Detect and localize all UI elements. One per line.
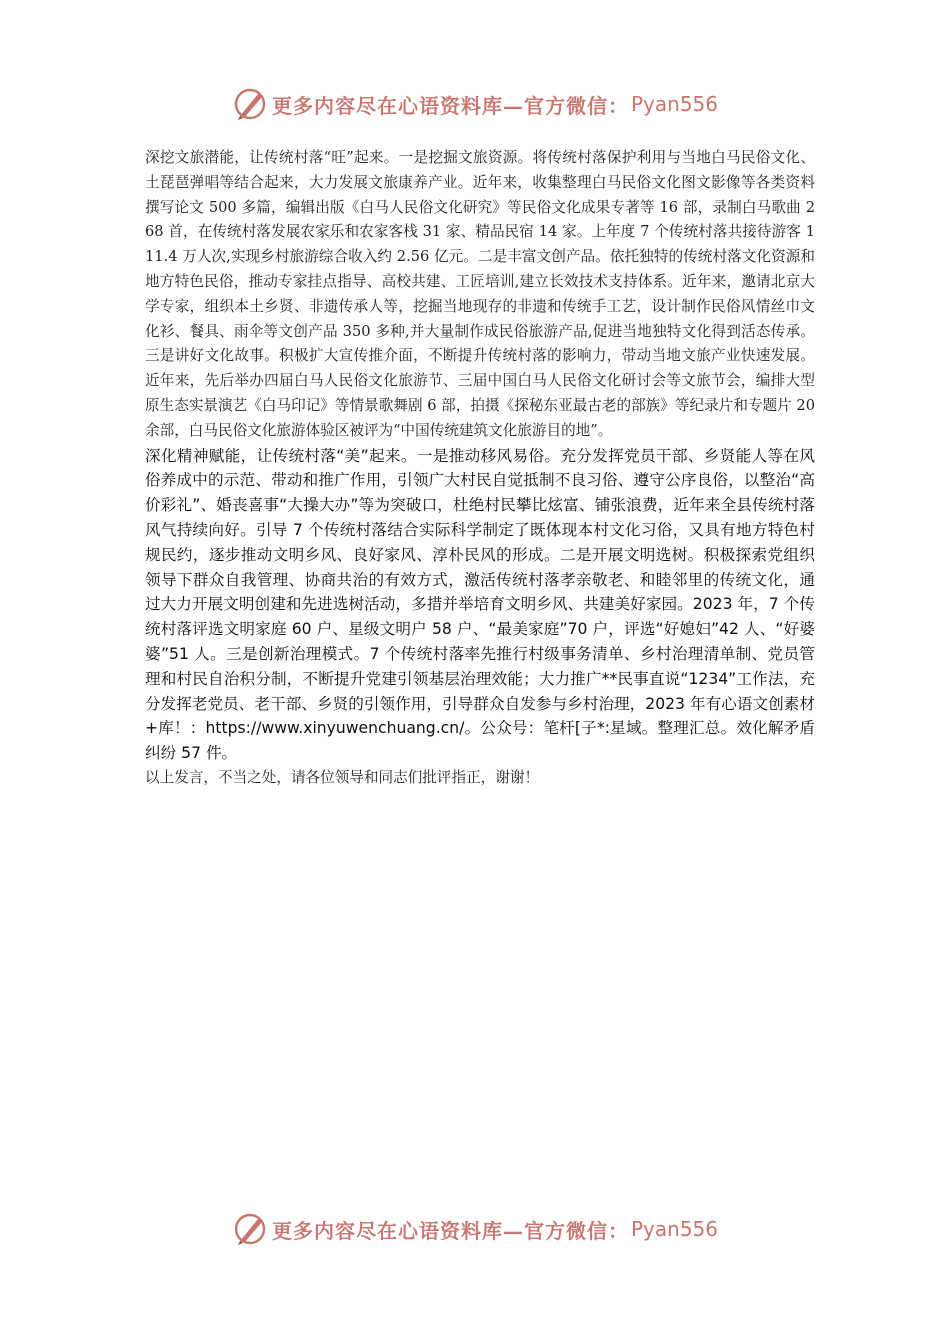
pen-circle-logo-icon (232, 86, 268, 122)
header-watermark-contact: Pyan556 (630, 92, 718, 116)
footer-watermark-text: 更多内容尽在心语资料库—官方微信： (271, 1218, 629, 1243)
paragraph-closing-remarks: 以上发言，不当之处，请各位领导和同志们批评指正，谢谢！ (145, 768, 540, 786)
paragraph-culture-tourism: 深挖文旅潜能，让传统村落“旺”起来。一是挖掘文旅资源。将传统村落保护利用与当地白马民俗文化、土琵琶弹唱等结合起来，大力发展文旅康养产业。近年来，收集整理白马民俗文化图文影像等各类资料撰写论文 500 多篇，编辑出版《白马人民俗文化研究》等民俗文化成果专著等 16 部，录制白马歌曲 268 首，在传统村落发展农家乐和农家客栈 31 家、精品民宿 14 家。上年度 7 个传统村落共接待游客 111.4 万人次,实现乡村旅游综合收入约 2.56 亿元。二是丰富文创产品。依托独特的传统村落文化资源和地方特色民俗，推动专家挂点指导、高校共建、工匠培训,建立长效技术支持体系。近年来，邀请北京大学专家，组织本土乡贤、非遗传承人等，挖掘当地现存的非遗和传统手工艺，设计制作民俗风情丝巾文化衫、餐具、雨伞等文创产品 350 多种,并大量制作成民俗旅游产品,促进当地独特文化得到活态传承。三是讲好文化故事。积极扩大宣传推介面，不断提升传统村落的影响力，带动当地文旅产业快速发展。近年来，先后举办四届白马人民俗文化旅游节、三届中国白马人民俗文化研讨会等文旅节会，编排大型原生态实景演艺《白马印记》等情景歌舞剧 6 部，拍摄《探秘东亚最古老的部族》等纪录片和专题片 20 余部，白马民俗文化旅游体验区被评为“中国传统建筑文化旅游目的地”。 (145, 149, 815, 439)
paragraph-spiritual-empowerment: 深化精神赋能，让传统村落“美”起来。一是推动移风易俗。充分发挥党员干部、乡贤能人等在风俗养成中的示范、带动和推广作用，引领广大村民自觉抵制不良习俗、遵守公序良俗，以整治“高价彩礼”、婚丧喜事“大操大办”等为突破口，杜绝村民攀比炫富、铺张浪费，近年来全县传统村落风气持续向好。引导 7 个传统村落结合实际科学制定了既体现本村文化习俗，又具有地方特色村规民约，逐步推动文明乡风、良好家风、淳朴民风的形成。二是开展文明选树。积极探索党组织领导下群众自我管理、协商共治的有效方式，激活传统村落孝亲敬老、和睦邻里的传统文化，通过大力开展文明创建和先进选树活动，多措并举培育文明乡风、共建美好家园。2023 年，7 个传统村落评选文明家庭 60 户、星级文明户 58 户、“最美家庭”70 户，评选“好媳妇”42 人、“好婆婆”51 人。三是创新治理模式。7 个传统村落率先推行村级事务清单、乡村治理清单制、党员管理和村民自治积分制，不断提升党建引领基层治理效能；大力推广**民事直说“1234”工作法，充分发挥老党员、老干部、乡贤的引领作用，引导群众自发参与乡村治理，2023 年有心语文创素材+库！：https://www.xinyuwenchuang.cn/。公众号：笔杆[子*:星域。整理汇总。效化解矛盾纠纷 57 件。 (145, 446, 815, 763)
footer-watermark-banner (0, 1209, 950, 1249)
footer-watermark-contact: Pyan556 (630, 1217, 718, 1241)
header-watermark-banner (0, 84, 950, 124)
pen-circle-logo-icon (232, 1211, 268, 1247)
document-body (145, 146, 815, 791)
header-watermark-text: 更多内容尽在心语资料库—官方微信： (271, 93, 629, 118)
